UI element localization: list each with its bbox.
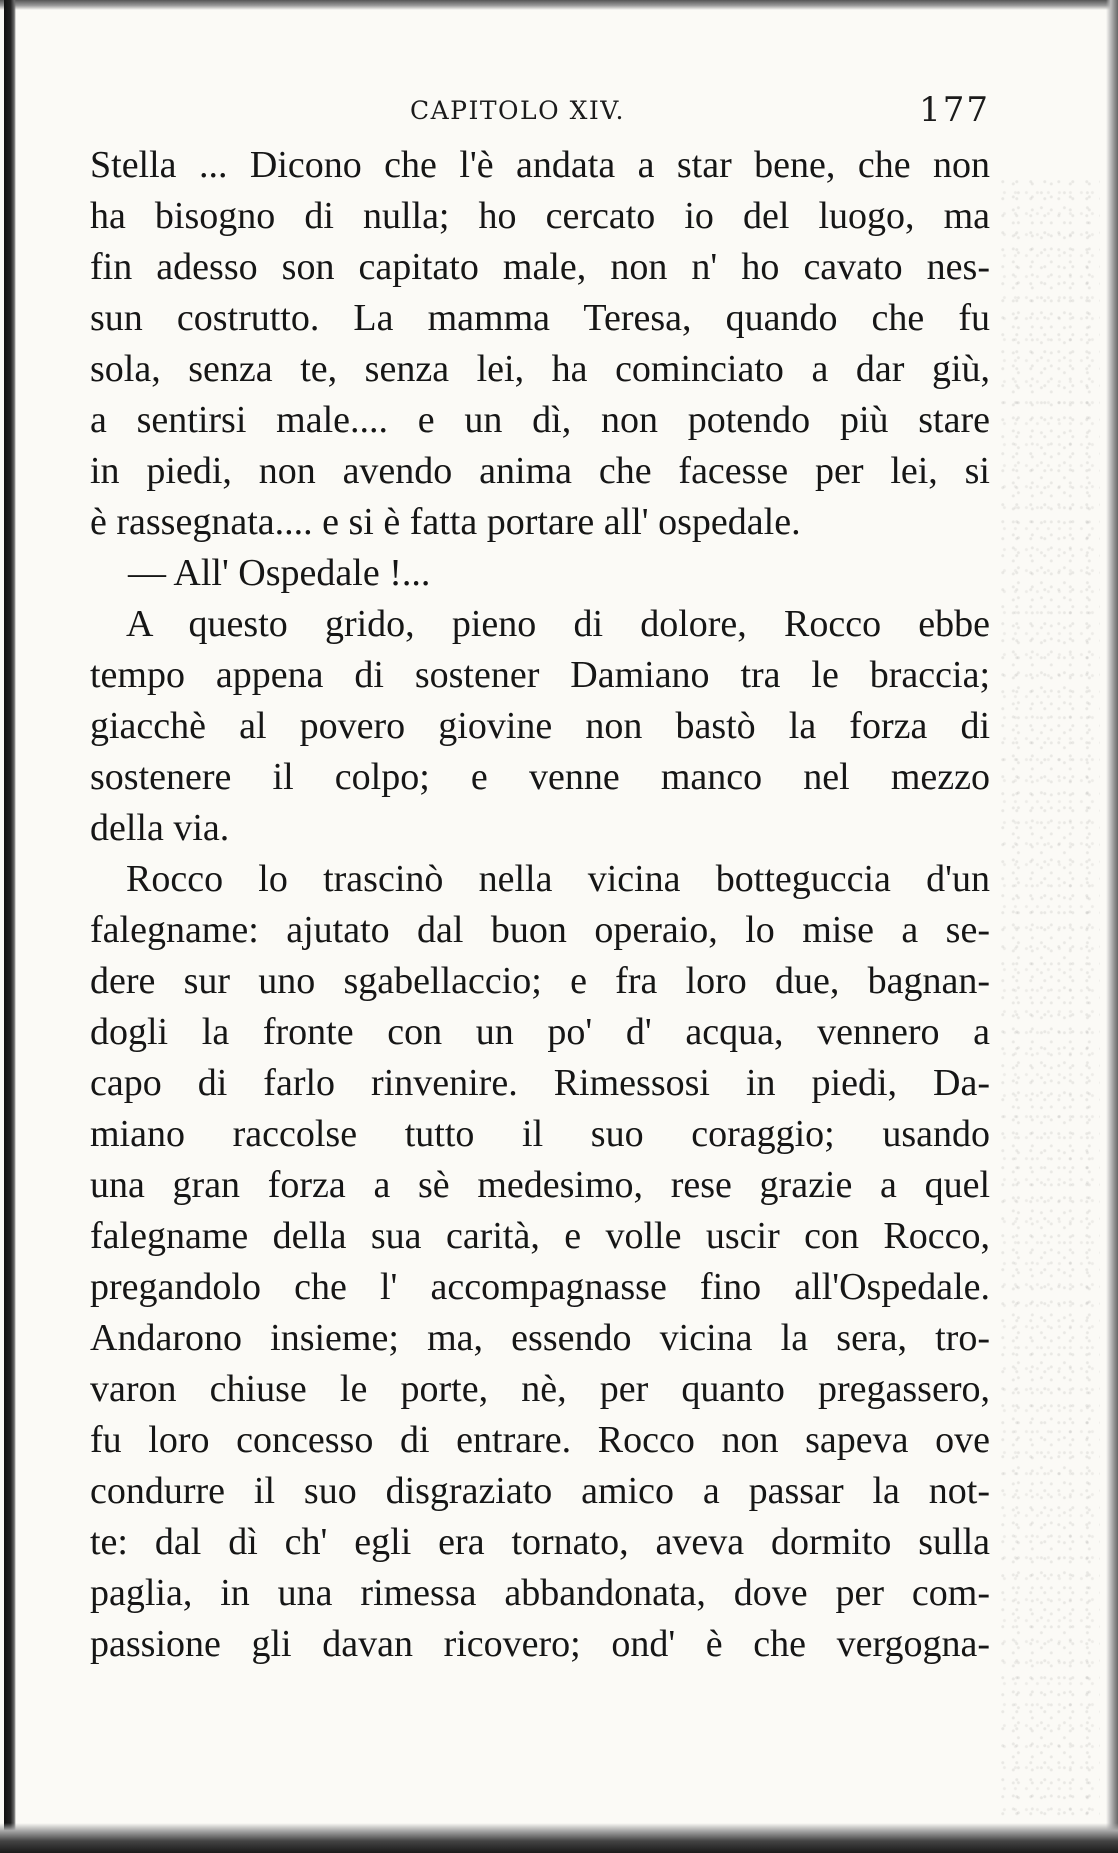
text-line: della via.	[90, 807, 230, 849]
text-line: dere sur uno sgabellaccio; e fra loro due, bagnan-	[90, 960, 990, 1002]
text-line: sun costrutto. La mamma Teresa, quando che fu	[90, 297, 990, 339]
text-line: capo di farlo rinvenire. Rimessosi in piedi, Da-	[90, 1062, 990, 1104]
text-line: A questo grido, pieno di dolore, Rocco ebbe	[126, 603, 990, 645]
text-line: tempo appena di sostener Damiano tra le braccia;	[90, 654, 990, 696]
text-line: sola, senza te, senza lei, ha cominciato a dar giù,	[90, 348, 990, 390]
text-line: falegname della sua carità, e volle uscir con Rocco,	[90, 1215, 990, 1257]
text-line: miano raccolse tutto il suo coraggio; usando	[90, 1113, 990, 1155]
text-line: paglia, in una rimessa abbandonata, dove per com-	[90, 1572, 990, 1614]
text-line: giacchè al povero giovine non bastò la forza di	[90, 705, 990, 747]
text-line: fu loro concesso di entrare. Rocco non sapeva ove	[90, 1419, 990, 1461]
text-line: varon chiuse le porte, nè, per quanto pregassero,	[90, 1368, 990, 1410]
text-line: Stella ... Dicono che l'è andata a star bene, che non	[90, 144, 990, 186]
dialogue-line: — All' Ospedale !...	[128, 552, 431, 594]
text-line: fin adesso son capitato male, non n' ho cavato nes-	[90, 246, 990, 288]
text-line: è rassegnata.... e si è fatta portare all' ospedale.	[90, 501, 801, 543]
text-line: falegname: ajutato dal buon operaio, lo mise a se-	[90, 909, 990, 951]
paper-foxing	[1000, 180, 1100, 1820]
text-line: sostenere il colpo; e venne manco nel mezzo	[90, 756, 990, 798]
text-line: te: dal dì ch' egli era tornato, aveva dormito sulla	[90, 1521, 990, 1563]
page-edge-right	[1106, 0, 1118, 1853]
text-line: pregandolo che l' accompagnasse fino all'Ospedale.	[90, 1266, 990, 1308]
text-line: condurre il suo disgraziato amico a passar la not-	[90, 1470, 990, 1512]
text-line: ha bisogno di nulla; ho cercato io del luogo, ma	[90, 195, 990, 237]
page-edge-bottom	[0, 1823, 1118, 1853]
body-text	[90, 140, 990, 1670]
page-header	[90, 90, 990, 130]
page-edge-top	[0, 0, 1118, 10]
text-line: dogli la fronte con un po' d' acqua, vennero a	[90, 1011, 990, 1053]
running-head: CAPITOLO XIV.	[410, 96, 625, 125]
text-line: a sentirsi male.... e un dì, non potendo più stare	[90, 399, 990, 441]
text-line: in piedi, non avendo anima che facesse per lei, si	[90, 450, 990, 492]
page-edge-left	[4, 0, 16, 1853]
text-line: Andarono insieme; ma, essendo vicina la sera, tro-	[90, 1317, 990, 1359]
text-line: passione gli davan ricovero; ond' è che vergogna-	[90, 1623, 990, 1665]
text-line: una gran forza a sè medesimo, rese grazie a quel	[90, 1164, 990, 1206]
text-line: Rocco lo trascinò nella vicina botteguccia d'un	[126, 858, 990, 900]
page-number: 177	[919, 90, 990, 130]
